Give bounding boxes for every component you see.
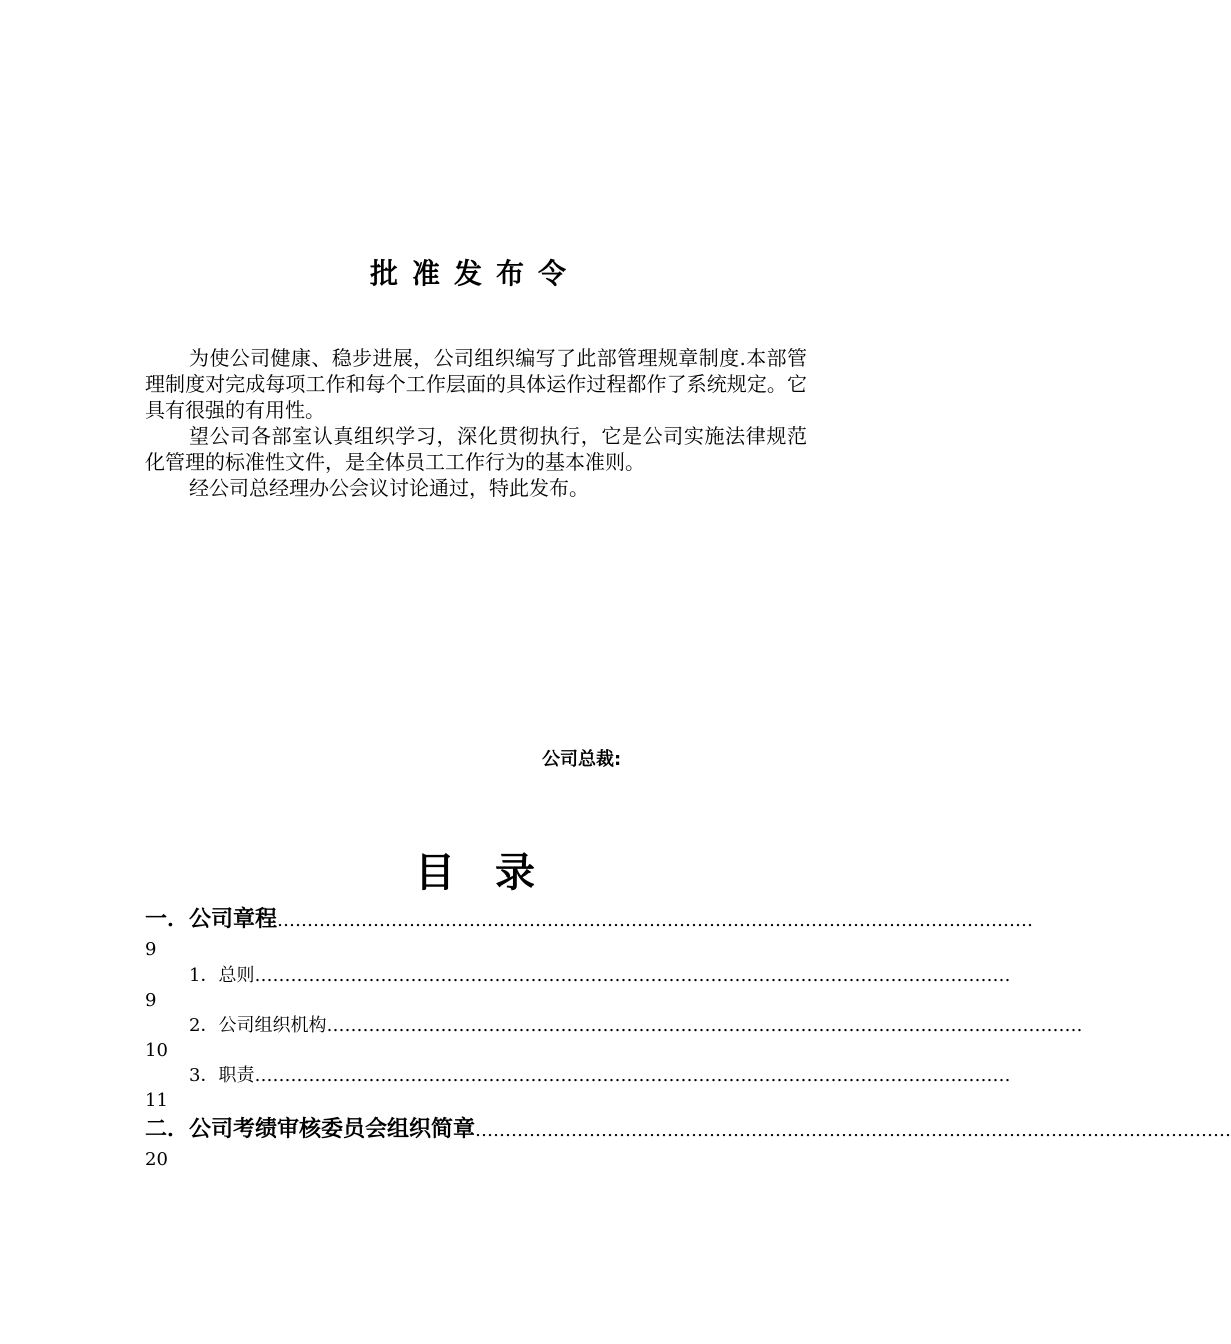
toc-entry[interactable]: [145, 1063, 1011, 1113]
toc-leader: ………………………………………………………………………………………………………………: [475, 1120, 1231, 1141]
toc-title-char: 录: [495, 850, 535, 896]
toc-title-char: 目: [415, 850, 455, 896]
decree-body: [145, 345, 807, 501]
toc-entry-page: 20: [145, 1149, 168, 1170]
decree-title: 批准发布令: [369, 257, 580, 290]
toc-entry-page: 9: [145, 939, 157, 960]
toc-entry[interactable]: [145, 1013, 1083, 1063]
decree-paragraph: 经公司总经理办公会议讨论通过，特此发布。: [189, 476, 589, 500]
toc-entry-page: 11: [145, 1090, 168, 1111]
signature-label: 公司总裁:: [542, 749, 622, 770]
toc-entry-label: 一．公司章程: [145, 907, 278, 932]
toc-entry-page: 9: [145, 990, 157, 1011]
toc-entry-page: 10: [145, 1040, 168, 1061]
toc-entry-label: 二．公司考绩审核委员会组织简章: [145, 1117, 476, 1142]
toc-leader: ………………………………………………………………………………………………………………: [254, 965, 1011, 986]
toc-entry-label: 2．公司组织机构: [189, 1015, 327, 1036]
decree-paragraph: 为使公司健康、稳步进展，公司组织编写了此部管理规章制度.本部管理制度对完成每项工作和每个工作层面的具体运作过程都作了系统规定。它具有很强的有用性。: [145, 346, 807, 422]
toc-entry[interactable]: [145, 1113, 1231, 1173]
toc-entry[interactable]: [145, 903, 1034, 963]
toc-entry-label: 1．总则: [189, 965, 255, 986]
toc-leader: ………………………………………………………………………………………………………………: [277, 910, 1034, 931]
toc-entry-label: 3．职责: [189, 1065, 255, 1086]
decree-paragraph: 望公司各部室认真组织学习，深化贯彻执行，它是公司实施法律规范化管理的标准性文件，是全体员工工作行为的基本准则。: [145, 424, 807, 474]
toc-leader: ………………………………………………………………………………………………………………: [254, 1065, 1011, 1086]
table-of-contents: [145, 903, 1231, 1173]
toc-leader: ………………………………………………………………………………………………………………: [326, 1015, 1083, 1036]
toc-title: [0, 843, 950, 903]
toc-entry[interactable]: [145, 963, 1011, 1013]
